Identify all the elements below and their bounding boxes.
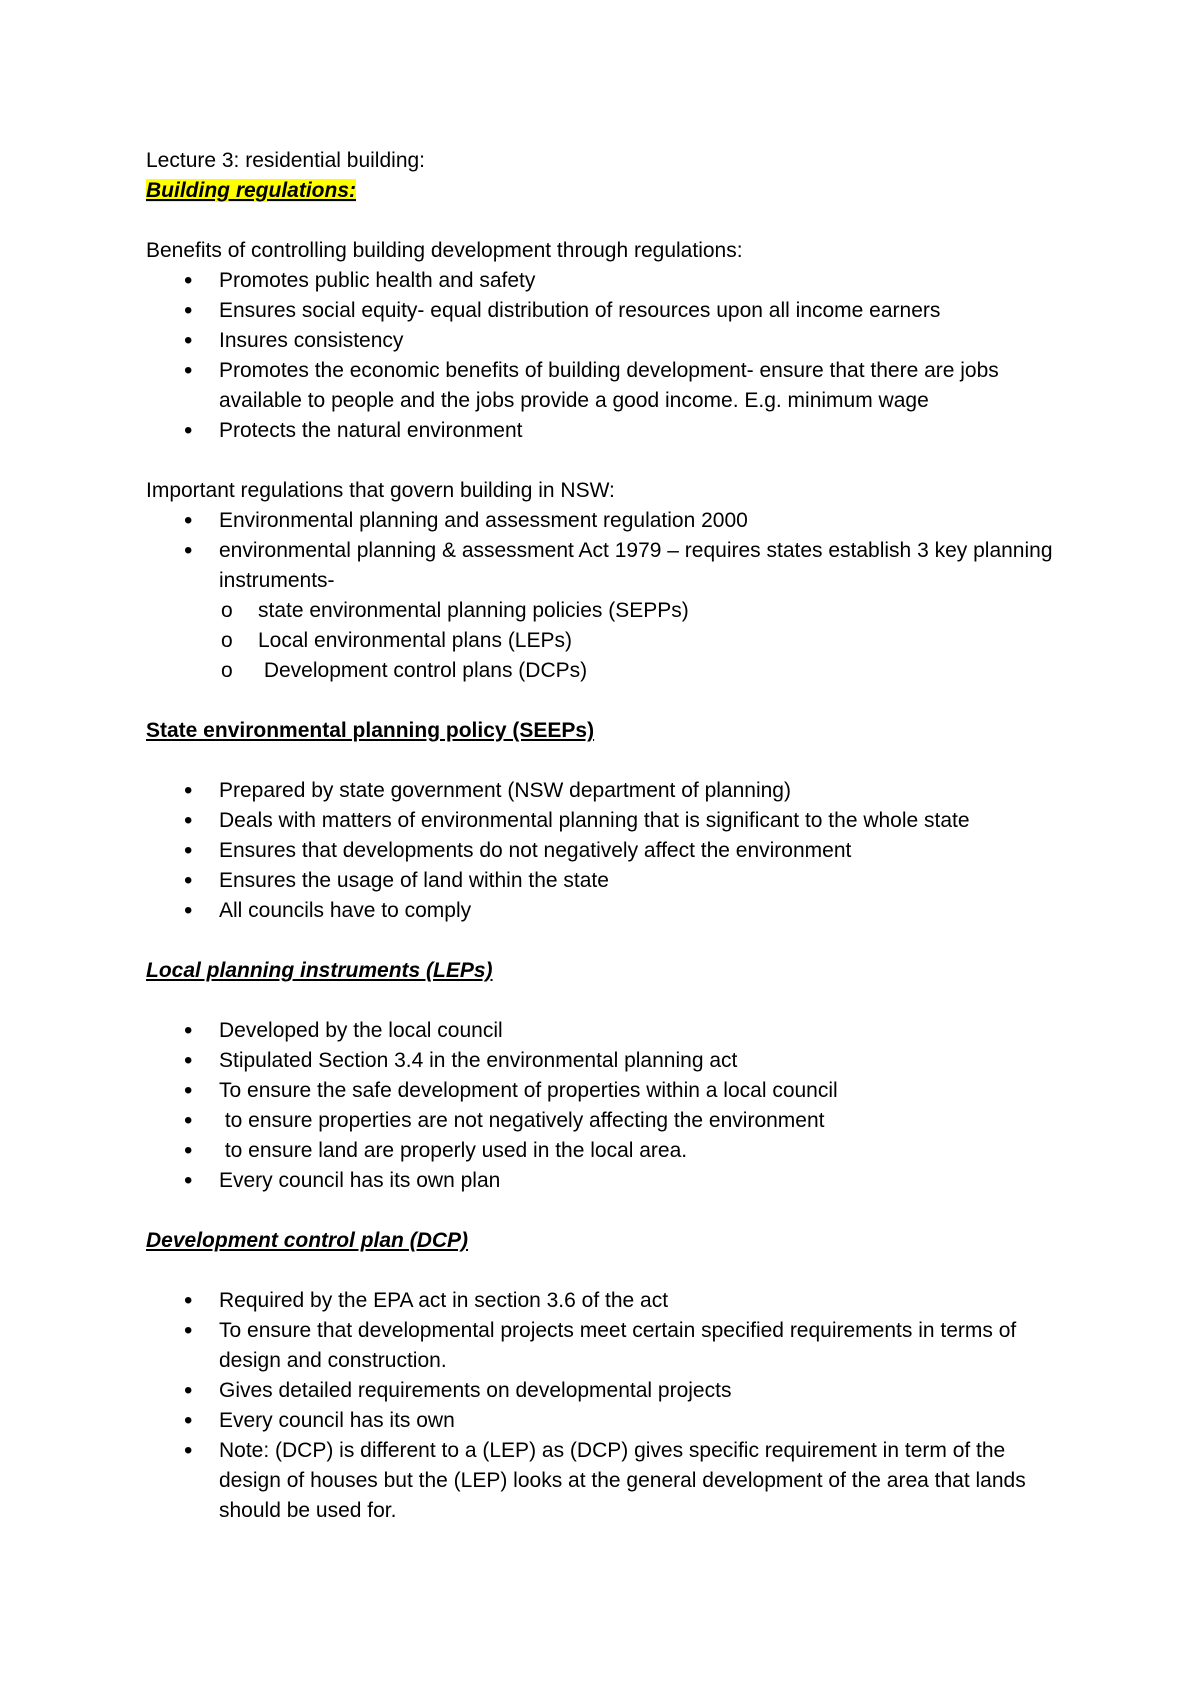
list-item: • Environmental planning and assessment regulation 2000 (146, 506, 1066, 536)
document-page (146, 146, 1066, 1526)
spacer (146, 1196, 1066, 1226)
sub-list-item: o Development control plans (DCPs) (146, 656, 1066, 686)
list-item: • Stipulated Section 3.4 in the environmental planning act (146, 1046, 1066, 1076)
sepp-heading-text: State environmental planning policy (SEEPs) (146, 719, 595, 742)
spacer (146, 926, 1066, 956)
sub-list-item: o Local environmental plans (LEPs) (146, 626, 1066, 656)
benefits-list (146, 266, 1066, 446)
planning-instruments-sublist (146, 596, 1066, 686)
main-heading-text: Building regulations: (146, 179, 356, 202)
list-item: • All councils have to comply (146, 896, 1066, 926)
main-heading (146, 176, 1066, 206)
list-item: • To ensure that developmental projects meet certain specified requirements in terms of design and construction. (146, 1316, 1071, 1376)
list-item: • Protects the natural environment (146, 416, 1066, 446)
list-item: • Developed by the local council (146, 1016, 1066, 1046)
benefits-intro: Benefits of controlling building development through regulations: (146, 239, 743, 262)
dcp-list (146, 1286, 1066, 1526)
dcp-heading (146, 1226, 1066, 1256)
spacer (146, 686, 1066, 716)
list-item: • Promotes the economic benefits of building development- ensure that there are jobs available to people and the jobs provide a good income. E.g. minimum wage (146, 356, 1071, 416)
list-item: • Required by the EPA act in section 3.6 of the act (146, 1286, 1066, 1316)
spacer (146, 206, 1066, 236)
list-item: • Prepared by state government (NSW department of planning) (146, 776, 1066, 806)
list-item: • Promotes public health and safety (146, 266, 1066, 296)
regulations-intro: Important regulations that govern building in NSW: (146, 479, 615, 502)
lep-heading-text: Local planning instruments (LEPs) (146, 959, 493, 982)
spacer (146, 446, 1066, 476)
list-item: • Deals with matters of environmental planning that is significant to the whole state (146, 806, 1066, 836)
sepp-list (146, 776, 1066, 926)
list-item: • Insures consistency (146, 326, 1066, 356)
lep-list (146, 1016, 1066, 1196)
sub-list-item: o state environmental planning policies (SEPPs) (146, 596, 1066, 626)
spacer (146, 1256, 1066, 1286)
dcp-heading-text: Development control plan (DCP) (146, 1229, 469, 1252)
list-item: • to ensure land are properly used in the local area. (146, 1136, 1066, 1166)
list-item: • Ensures that developments do not negatively affect the environment (146, 836, 1066, 866)
lep-heading (146, 956, 1066, 986)
list-item: • Note: (DCP) is different to a (LEP) as (DCP) gives specific requirement in term of the design of houses but the (LEP) looks at the general development of the area that lands should be used for. (146, 1436, 1071, 1526)
list-item: • Ensures social equity- equal distribution of resources upon all income earners (146, 296, 1066, 326)
spacer (146, 986, 1066, 1016)
lecture-title: Lecture 3: residential building: (146, 149, 426, 172)
spacer (146, 746, 1066, 776)
list-item: • to ensure properties are not negatively affecting the environment (146, 1106, 1066, 1136)
list-item: • Every council has its own (146, 1406, 1066, 1436)
list-item: • Gives detailed requirements on developmental projects (146, 1376, 1066, 1406)
list-item: • To ensure the safe development of properties within a local council (146, 1076, 1066, 1106)
list-item: • Ensures the usage of land within the state (146, 866, 1066, 896)
list-item: • Every council has its own plan (146, 1166, 1066, 1196)
list-item: • environmental planning & assessment Act 1979 – requires states establish 3 key planning instruments- (146, 536, 1071, 596)
regulations-list (146, 506, 1066, 596)
sepp-heading (146, 716, 1066, 746)
